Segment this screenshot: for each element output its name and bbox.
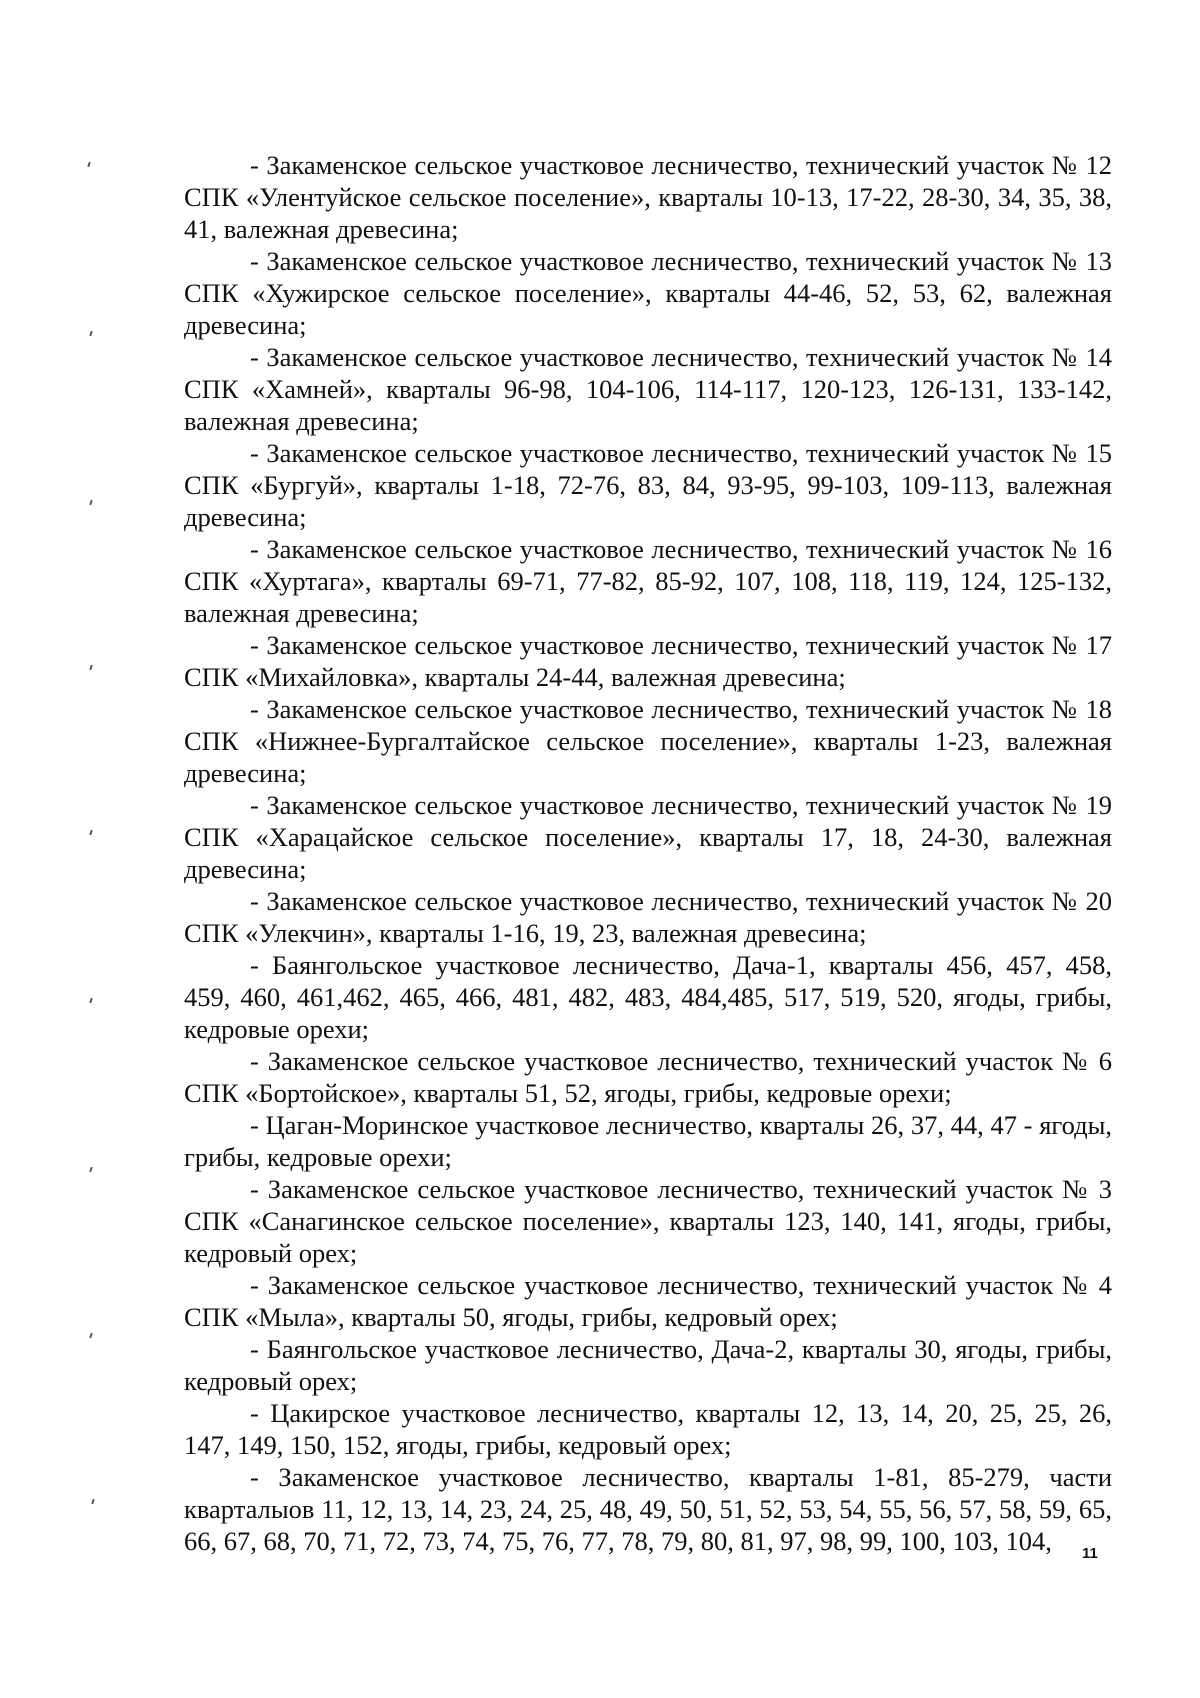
paragraph: - Закаменское сельское участковое лесничество, технический участок № 4 СПК «Мыла», кварталы 50, ягоды, грибы, кедровый орех; bbox=[184, 1270, 1112, 1332]
scan-mark bbox=[89, 1333, 92, 1338]
paragraph: - Закаменское участковое лесничество, кварталы 1-81, 85-279, части кварталыов 11, 12, 13, 14, 23, 24, 25, 48, 49, 50, 51, 52, 53, 54, 55, 56, 57, 58, 59, 65, 66, 67, 68, 70, 71, 72, 73, 74, 75, 76, 77, 78, 79, 80, 81, 97, 98, 99, 100, 103, 104, bbox=[184, 1462, 1112, 1556]
paragraph: - Закаменское сельское участковое лесничество, технический участок № 6 СПК «Бортойское», кварталы 51, 52, ягоды, грибы, кедровые орехи; bbox=[184, 1046, 1112, 1108]
paragraph: - Закаменское сельское участковое лесничество, технический участок № 12 СПК «Улентуйское сельское поселение», кварталы 10-13, 17-22, 28-30, 34, 35, 38, 41, валежная древесина; bbox=[184, 150, 1112, 244]
paragraph: - Закаменское сельское участковое лесничество, технический участок № 19 СПК «Харацайское сельское поселение», кварталы 17, 18, 24-30, валежная древесина; bbox=[184, 790, 1112, 884]
paragraph: - Закаменское сельское участковое лесничество, технический участок № 16 СПК «Хуртага», кварталы 69-71, 77-82, 85-92, 107, 108, 118, 119, 124, 125-132, валежная древесина; bbox=[184, 534, 1112, 628]
scan-mark bbox=[89, 830, 92, 835]
scan-mark bbox=[89, 998, 92, 1003]
paragraph: - Закаменское сельское участковое лесничество, технический участок № 18 СПК «Нижнее-Бургалтайское сельское поселение», кварталы 1-23, валежная древесина; bbox=[184, 694, 1112, 788]
paragraph: - Закаменское сельское участковое лесничество, технический участок № 17 СПК «Михайловка», кварталы 24-44, валежная древесина; bbox=[184, 630, 1112, 692]
scan-mark bbox=[87, 162, 90, 167]
paragraph: - Закаменское сельское участковое лесничество, технический участок № 15 СПК «Бургуй», кварталы 1-18, 72-76, 83, 84, 93-95, 99-103, 109-113, валежная древесина; bbox=[184, 438, 1112, 532]
paragraph: - Закаменское сельское участковое лесничество, технический участок № 3 СПК «Санагинское сельское поселение», кварталы 123, 140, 141, ягоды, грибы, кедровый орех; bbox=[184, 1174, 1112, 1268]
paragraph: - Цакирское участковое лесничество, кварталы 12, 13, 14, 20, 25, 25, 26, 147, 149, 150, 152, ягоды, грибы, кедровый орех; bbox=[184, 1398, 1112, 1460]
paragraph: - Цаган-Моринское участковое лесничество, кварталы 26, 37, 44, 47 - ягоды, грибы, кедровые орехи; bbox=[184, 1110, 1112, 1172]
page-number: 11 bbox=[1082, 1545, 1098, 1562]
scan-mark bbox=[91, 1499, 94, 1504]
scan-mark bbox=[89, 331, 92, 336]
paragraph: - Баянгольское участковое лесничество, Дача-1, кварталы 456, 457, 458, 459, 460, 461,462, 465, 466, 481, 482, 483, 484,485, 517, 519, 520, ягоды, грибы, кедровые орехи; bbox=[184, 950, 1112, 1044]
scan-mark bbox=[89, 1167, 92, 1172]
body-text bbox=[184, 149, 1112, 1557]
paragraph: - Закаменское сельское участковое лесничество, технический участок № 14 СПК «Хамней», кварталы 96-98, 104-106, 114-117, 120-123, 126-131, 133-142, валежная древесина; bbox=[184, 342, 1112, 436]
paragraph: - Закаменское сельское участковое лесничество, технический участок № 20 СПК «Улекчин», кварталы 1-16, 19, 23, валежная древесина; bbox=[184, 886, 1112, 948]
scan-mark bbox=[89, 500, 92, 505]
paragraph: - Баянгольское участковое лесничество, Дача-2, кварталы 30, ягоды, грибы, кедровый орех; bbox=[184, 1334, 1112, 1396]
scan-mark bbox=[89, 665, 92, 670]
paragraph: - Закаменское сельское участковое лесничество, технический участок № 13 СПК «Хужирское сельское поселение», кварталы 44-46, 52, 53, 62, валежная древесина; bbox=[184, 246, 1112, 340]
